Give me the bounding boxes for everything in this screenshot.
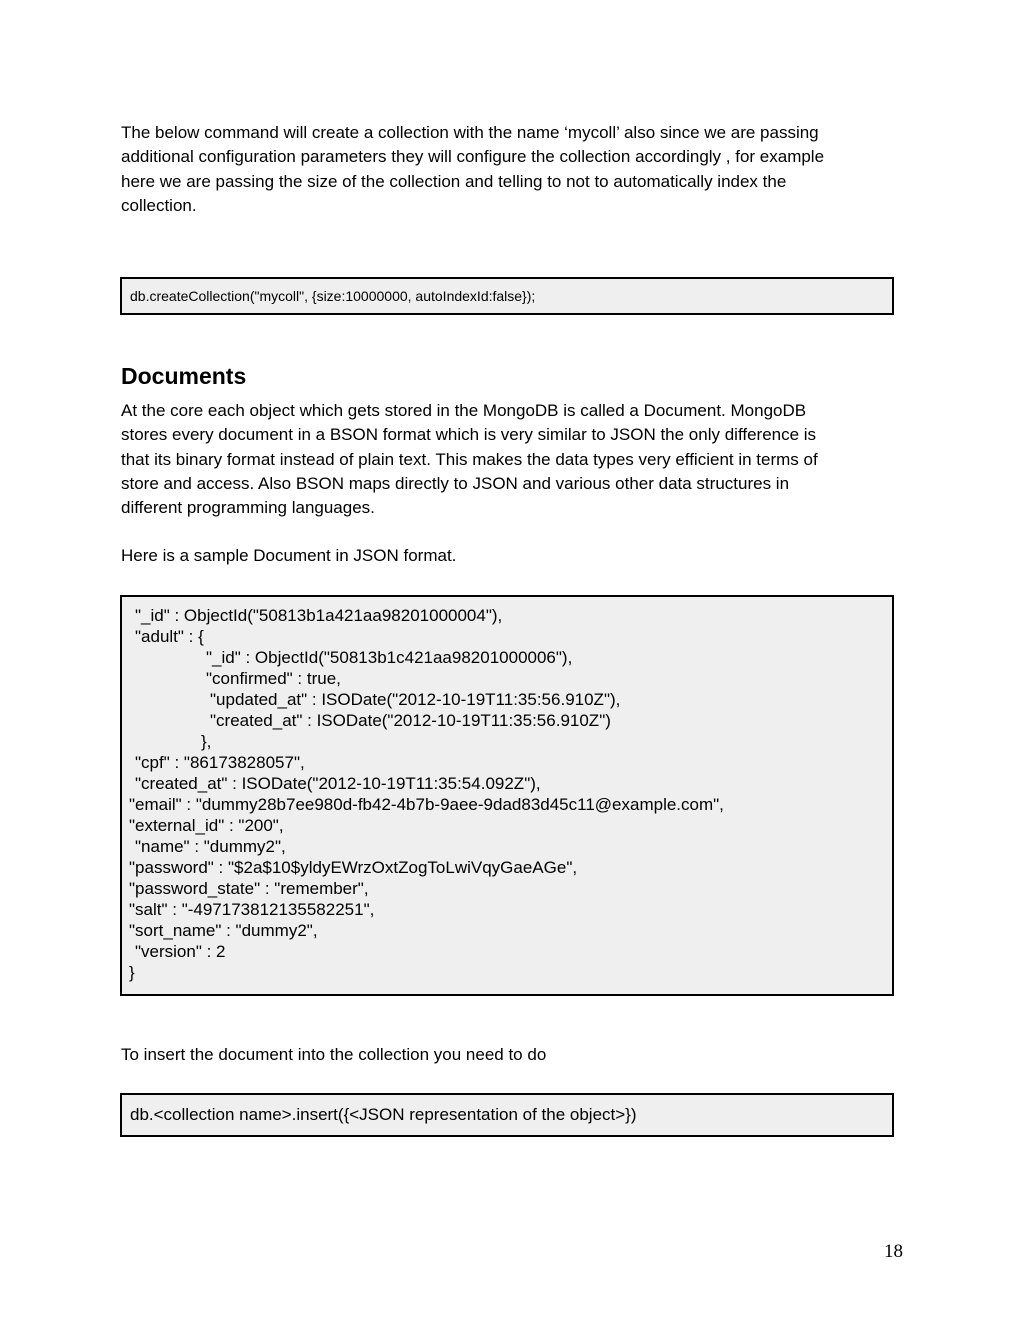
- intro-line: The below command will create a collection with the name ‘mycoll’ also since we are passing: [121, 123, 819, 142]
- insert-intro: To insert the document into the collection you need to do: [121, 1045, 547, 1064]
- json-line: "adult" : {: [135, 627, 204, 646]
- insert-code: db.<collection name>.insert({<JSON representation of the object>}): [130, 1105, 637, 1124]
- documents-line: that its binary format instead of plain text. This makes the data types very efficient in terms of: [121, 449, 818, 469]
- json-line: },: [201, 732, 212, 751]
- insert-code-box: [120, 1093, 894, 1137]
- json-line: "confirmed" : true,: [206, 669, 341, 688]
- json-line: "email" : "dummy28b7ee980d-fb42-4b7b-9aee-9dad83d45c11@example.com",: [129, 795, 724, 814]
- json-line: "name" : "dummy2",: [135, 837, 286, 856]
- json-line: "created_at" : ISODate("2012-10-19T11:35:54.092Z"),: [135, 774, 541, 793]
- json-line: "sort_name" : "dummy2",: [129, 921, 318, 940]
- json-line: "password_state" : "remember",: [129, 879, 369, 898]
- json-line: "version" : 2: [135, 942, 226, 961]
- json-line: "salt" : "-497173812135582251",: [129, 900, 375, 919]
- json-line: "updated_at" : ISODate("2012-10-19T11:35:56.910Z"),: [210, 690, 621, 709]
- json-line: "external_id" : "200",: [129, 816, 284, 835]
- json-line: "password" : "$2a$10$yldyEWrzOxtZogToLwiVqyGaeAGe",: [129, 858, 578, 877]
- json-line: "cpf" : "86173828057",: [135, 753, 305, 772]
- json-line: "_id" : ObjectId("50813b1a421aa98201000004"),: [135, 606, 503, 625]
- create-collection-code-box: [120, 277, 894, 315]
- intro-line: collection.: [121, 195, 197, 215]
- documents-line: different programming languages.: [121, 498, 375, 518]
- json-line: "_id" : ObjectId("50813b1c421aa98201000006"),: [206, 648, 573, 667]
- page-number: 18: [884, 1241, 903, 1262]
- documents-heading: Documents: [121, 363, 247, 389]
- documents-paragraph: [121, 399, 897, 520]
- documents-line: stores every document in a BSON format which is very similar to JSON the only difference is: [121, 425, 817, 445]
- intro-paragraph: [121, 121, 897, 218]
- intro-line: additional configuration parameters they will configure the collection accordingly , for example: [121, 147, 825, 167]
- json-line: "created_at" : ISODate("2012-10-19T11:35:56.910Z"): [210, 711, 611, 730]
- json-line: }: [129, 963, 135, 982]
- documents-line: store and access. Also BSON maps directly to JSON and various other data structures in: [121, 473, 790, 493]
- sample-json-code-box: [120, 595, 894, 996]
- create-collection-code: db.createCollection("mycoll", {size:10000000, autoIndexId:false});: [130, 288, 536, 304]
- intro-line: here we are passing the size of the collection and telling to not to automatically index the: [121, 171, 787, 191]
- sample-intro: Here is a sample Document in JSON format.: [121, 546, 457, 565]
- documents-line: At the core each object which gets stored in the MongoDB is called a Document. MongoDB: [121, 401, 807, 420]
